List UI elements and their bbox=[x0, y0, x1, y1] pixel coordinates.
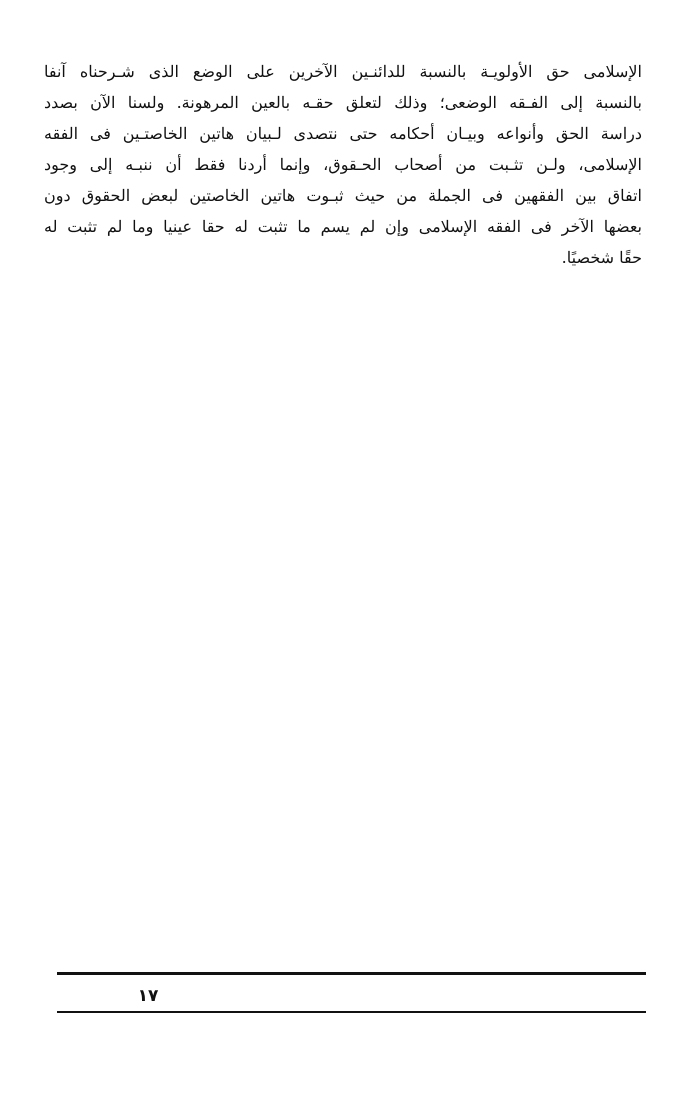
text-line-6: بعضها الآخر فى الفقه الإسلامى وإن لم يسم ما تثبت له حقا عينيا وما لم تثبت له bbox=[44, 217, 642, 236]
text-line-1: الإسلامى حق الأولويـة بالنسبة للدائنـين الآخرين على الوضع الذى شـرحناه آنفا bbox=[44, 62, 642, 81]
text-line-3: دراسة الحق وأنواعه وبيـان أحكامه حتى نتصدى لـبيان هاتين الخاصتـين فى الفقه bbox=[44, 124, 642, 143]
text-line-2: بالنسبة إلى الفـقه الوضعى؛ وذلك لتعلق حقـه بالعين المرهونة. ولسنا الآن بصدد bbox=[44, 93, 642, 112]
page-number: ١٧ bbox=[137, 986, 159, 1006]
text-line-4: الإسلامى، ولـن تثـبت من أصحاب الحـقوق، وإنما أردنا فقط أن ننبـه إلى وجود bbox=[44, 155, 642, 174]
footer-rule-top bbox=[57, 972, 646, 975]
text-line-7: حقًا شخصيًا. bbox=[561, 248, 642, 267]
footer-rule-bottom bbox=[57, 1011, 646, 1013]
body-paragraph bbox=[44, 56, 642, 273]
text-line-5: اتفاق بين الفقهين فى الجملة من حيث ثبـوت هاتين الخاصتين لبعض الحقوق دون bbox=[44, 186, 642, 205]
